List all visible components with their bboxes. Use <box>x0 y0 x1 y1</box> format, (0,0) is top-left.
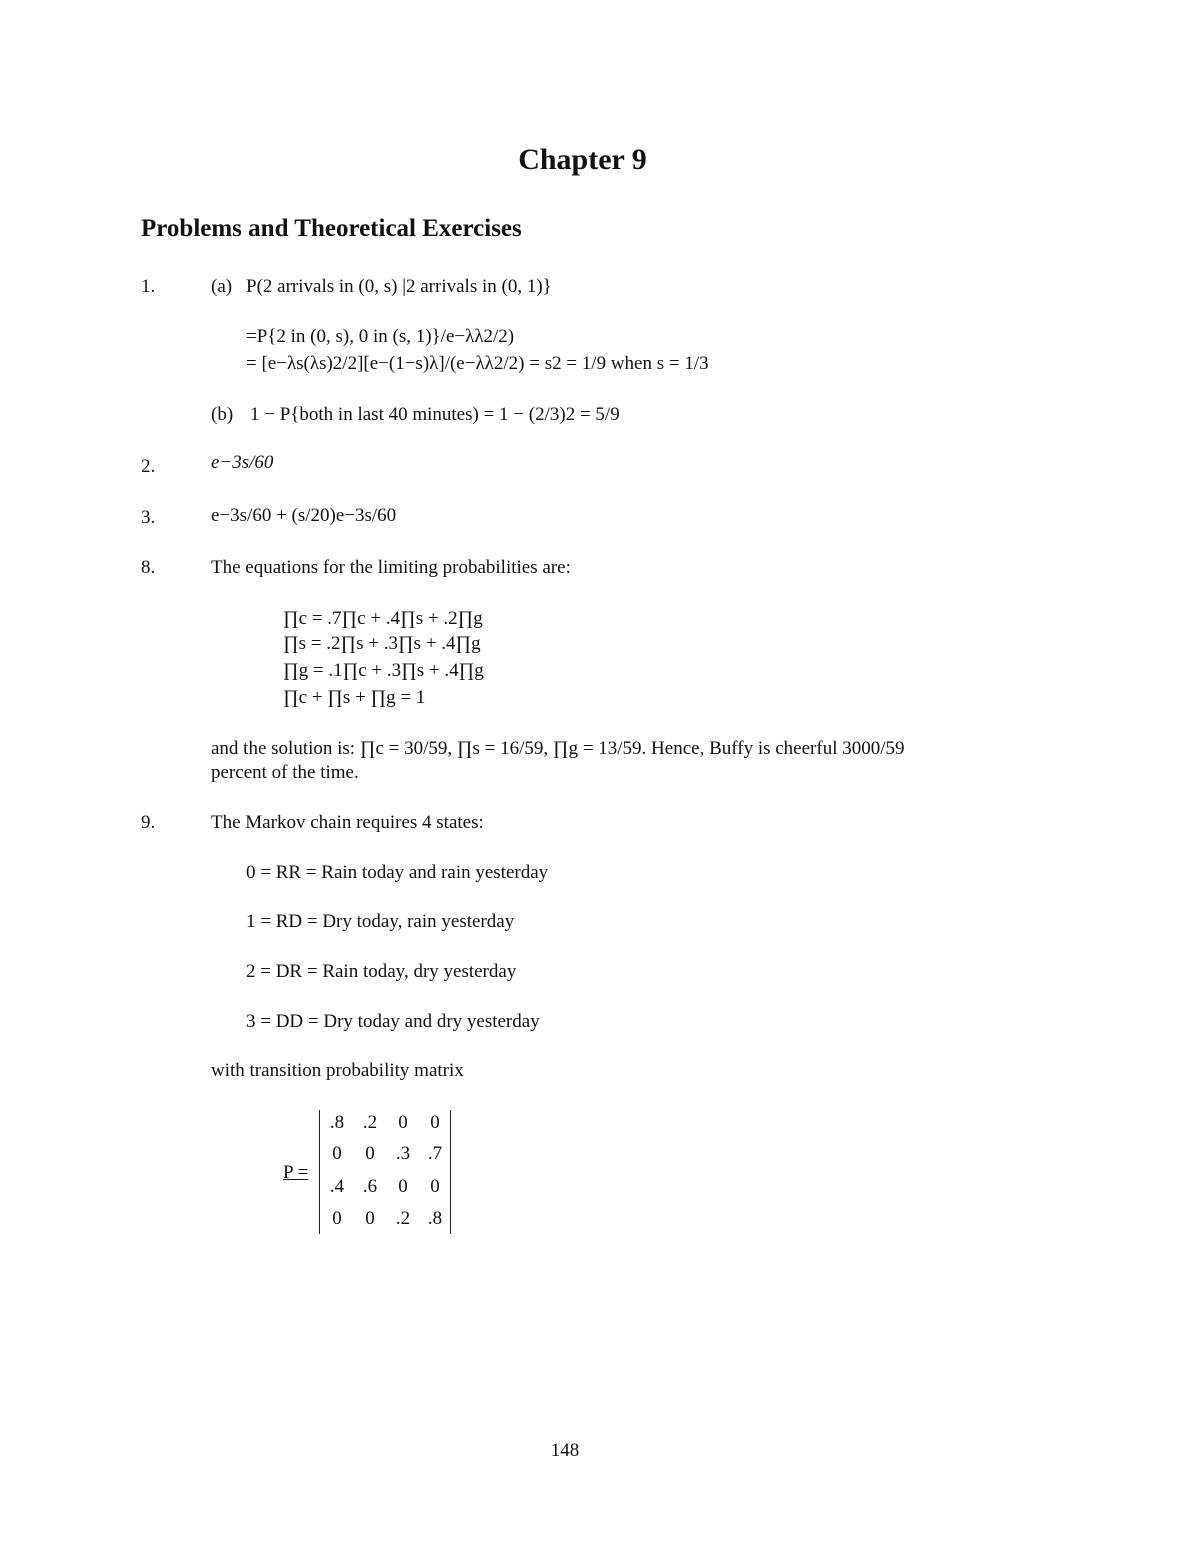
state-2: 2 = DR = Rain today, dry yesterday <box>246 961 517 982</box>
matrix-cell: .8 <box>329 1112 345 1133</box>
limiting-equation-3: ∏g = .1∏c + .3∏s + .4∏g <box>283 660 484 681</box>
problem-1-number: 1. <box>141 276 156 297</box>
problem-9-intro: The Markov chain requires 4 states: <box>211 812 484 833</box>
matrix-cell: .4 <box>329 1176 345 1197</box>
state-3: 3 = DD = Dry today and dry yesterday <box>246 1011 540 1032</box>
problem-8-number: 8. <box>141 557 156 578</box>
problem-1b-label: (b) <box>211 404 234 425</box>
matrix-cell: .6 <box>362 1176 378 1197</box>
matrix-cell: 0 <box>365 1208 375 1229</box>
limiting-equation-1: ∏c = .7∏c + .4∏s + .2∏g <box>283 608 483 629</box>
matrix-cell: 0 <box>332 1208 342 1229</box>
state-0: 0 = RR = Rain today and rain yesterday <box>246 862 549 883</box>
matrix-cell: 0 <box>430 1112 440 1133</box>
matrix-cell: .2 <box>395 1208 411 1229</box>
matrix-cell: 0 <box>398 1176 408 1197</box>
problem-2-answer: e−3s/60 <box>211 452 274 473</box>
limiting-equation-2: ∏s = .2∏s + .3∏s + .4∏g <box>283 633 481 654</box>
matrix-cell: 0 <box>430 1176 440 1197</box>
problem-1a-line-1: P(2 arrivals in (0, s) |2 arrivals in (0, 1)} <box>246 276 552 297</box>
matrix-intro: with transition probability matrix <box>211 1060 464 1081</box>
problem-8-intro: The equations for the limiting probabilities are: <box>211 557 571 578</box>
limiting-equation-4: ∏c + ∏s + ∏g = 1 <box>283 687 426 708</box>
problem-1a-label: (a) <box>211 276 233 297</box>
chapter-title: Chapter 9 <box>518 143 647 176</box>
matrix-cell: 0 <box>365 1143 375 1164</box>
matrix-cell: .8 <box>427 1208 443 1229</box>
problem-9-number: 9. <box>141 812 156 833</box>
problem-3-answer: e−3s/60 + (s/20)e−3s/60 <box>211 505 397 526</box>
problem-8-solution-line-1: and the solution is: ∏c = 30/59, ∏s = 16/59, ∏g = 13/59. Hence, Buffy is cheerful 3000/59 <box>211 738 905 759</box>
page-number: 148 <box>550 1440 580 1461</box>
problem-1a-line-3: = [e−λs(λs)2/2][e−(1−s)λ]/(e−λλ2/2) = s2 = 1/9 when s = 1/3 <box>246 353 709 374</box>
problem-1a-line-2: =P{2 in (0, s), 0 in (s, 1)}/e−λλ2/2) <box>246 326 515 347</box>
section-heading: Problems and Theoretical Exercises <box>141 215 522 242</box>
problem-1b-line: 1 − P{both in last 40 minutes) = 1 − (2/3)2 = 5/9 <box>250 404 620 425</box>
problem-8-solution-line-2: percent of the time. <box>211 762 359 783</box>
matrix-cell: .2 <box>362 1112 378 1133</box>
matrix-cell: 0 <box>332 1143 342 1164</box>
matrix-cell: 0 <box>398 1112 408 1133</box>
matrix-cell: .3 <box>395 1143 411 1164</box>
problem-2-number: 2. <box>141 456 156 477</box>
matrix-body <box>319 1110 451 1234</box>
problem-3-number: 3. <box>141 507 156 528</box>
matrix-label: P = <box>283 1162 309 1183</box>
state-1: 1 = RD = Dry today, rain yesterday <box>246 911 515 932</box>
matrix-cell: .7 <box>427 1143 443 1164</box>
